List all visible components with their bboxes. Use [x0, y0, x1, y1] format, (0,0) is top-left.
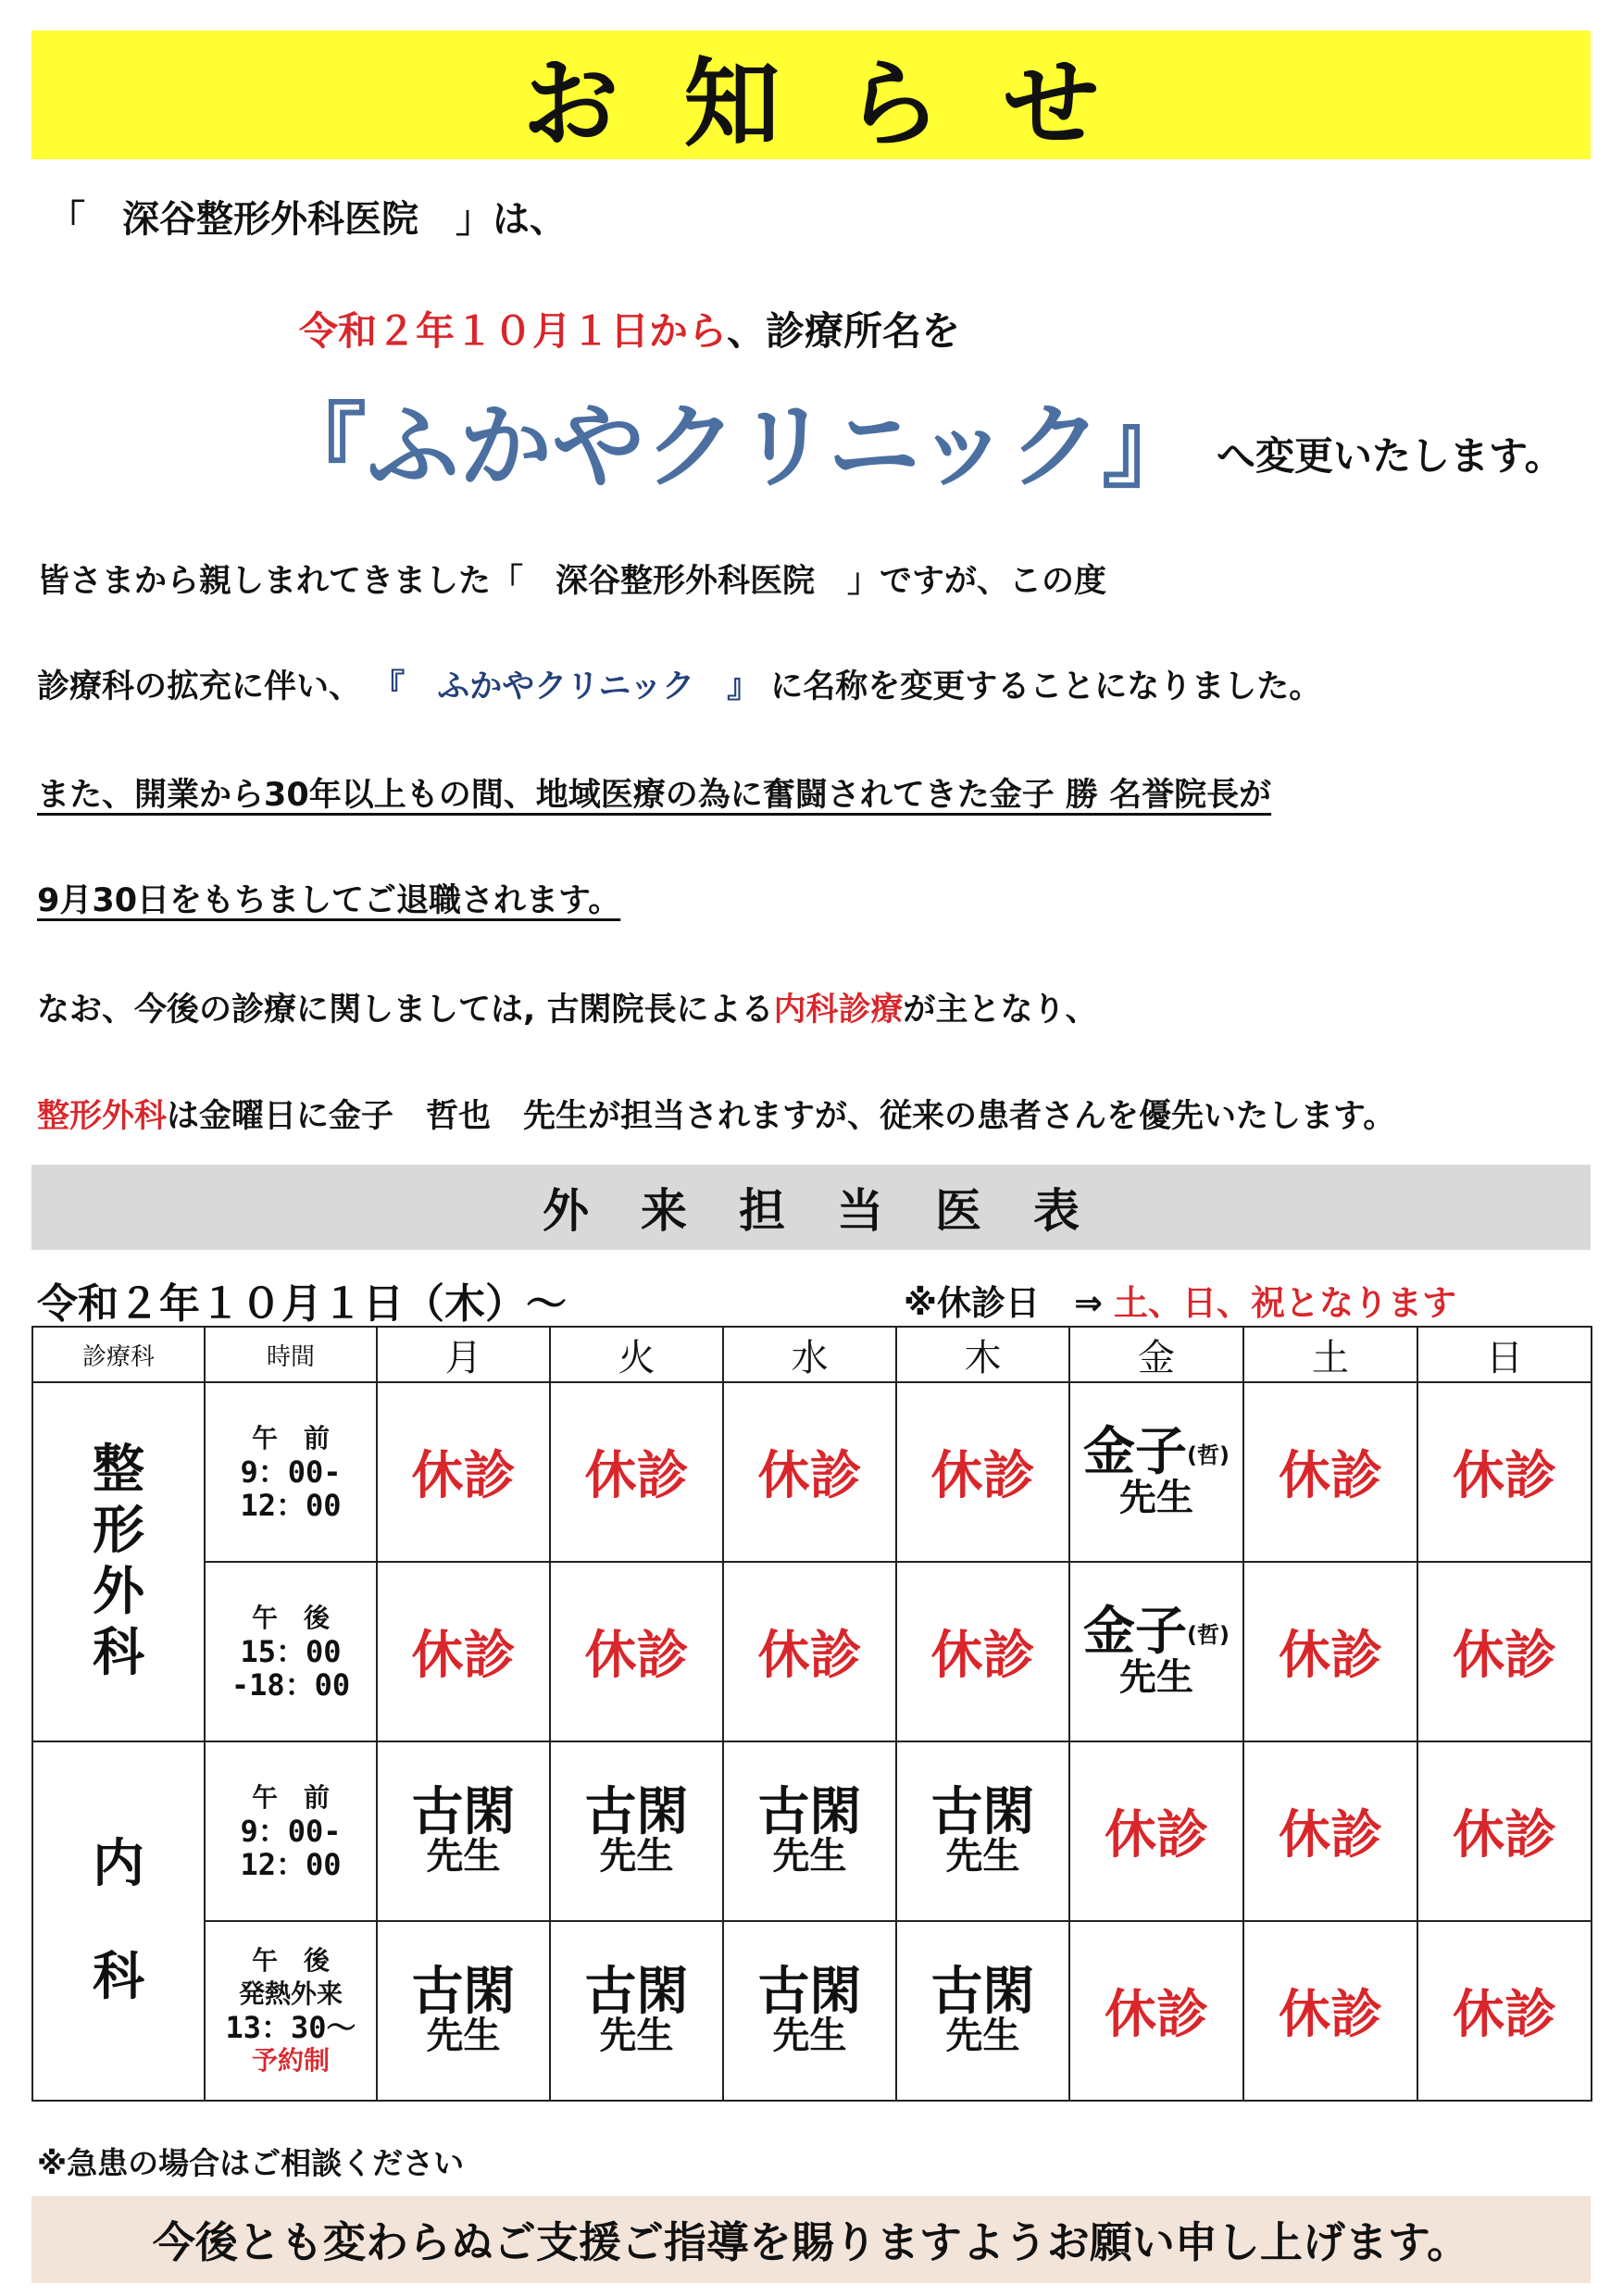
closed-text: 休診 — [411, 1446, 516, 1506]
doctor-title: 先生 — [599, 2015, 674, 2057]
table-header-row — [32, 1327, 1592, 1382]
schedule-start-date: 令和２年１０月１日（木）～ — [37, 1280, 567, 1328]
header-mon: 月 — [377, 1327, 550, 1382]
dept-orthopedics — [32, 1382, 205, 1741]
schedule-title: 外来担当医表 — [543, 1184, 1131, 1238]
change-date-rest: 、診療所名を — [727, 308, 961, 354]
doctor-title: 先生 — [945, 2015, 1020, 2057]
doctor-name: 金子 — [1083, 1601, 1188, 1662]
header-thu: 木 — [896, 1327, 1069, 1382]
doctor-title: 先生 — [772, 1835, 847, 1878]
doctor-tag: (哲) — [1187, 1621, 1230, 1648]
paragraph-2-name: 『 ふかやクリニック 』 — [372, 668, 760, 705]
emergency-note: ※急患の場合はご相談ください — [37, 2145, 465, 2181]
doctor-name: 古閑 — [757, 1782, 862, 1842]
cell-doctor-kaneko — [1069, 1382, 1243, 1562]
table-row — [32, 1741, 1592, 1921]
cell-closed — [723, 1562, 896, 1741]
header-tue: 火 — [550, 1327, 723, 1382]
doctor-name: 古閑 — [930, 1782, 1035, 1842]
closed-text: 休診 — [1279, 1985, 1382, 2045]
closed-days-label: ※休診日 ⇒ — [904, 1283, 1103, 1323]
table-row — [32, 1382, 1592, 1562]
time-pm-label: 午 後 — [251, 1945, 330, 1976]
new-clinic-name-line — [274, 372, 1564, 505]
notice-banner — [31, 31, 1591, 159]
dept-internal-label-1: 内 — [93, 1834, 144, 1894]
cell-closed — [1417, 1562, 1592, 1741]
footer-message: 今後とも変わらぬご支援ご指導を賜りますようお願い申し上げます。 — [152, 2217, 1470, 2267]
time-am-start: 9：00- — [240, 1454, 342, 1490]
time-pm-label: 午 後 — [251, 1603, 330, 1633]
doctor-title: 先生 — [772, 2015, 847, 2057]
doctor-title: 先生 — [599, 1835, 674, 1878]
closed-text: 休診 — [1105, 1805, 1208, 1866]
closed-text: 休診 — [1279, 1446, 1382, 1506]
time-am — [205, 1741, 377, 1921]
paragraph-1: 皆さまから親しまれてきました「 深谷整形外科医院 」ですが、この度 — [37, 563, 1107, 600]
paragraph-4: 9月30日をもちましてご退職されます。 — [37, 882, 621, 919]
cell-closed — [550, 1382, 723, 1562]
time-pm-start: 15：00 — [240, 1634, 342, 1669]
doctor-title: 先生 — [426, 1835, 501, 1878]
reservation-required: 予約制 — [251, 2045, 330, 2076]
change-date: 令和２年１０月１日から — [299, 308, 728, 354]
cell-doctor-koga — [550, 1741, 723, 1921]
paragraph-5-a: なお、今後の診療に関しましては, 古閑院長による — [37, 992, 774, 1029]
time-pm-end: -18：00 — [231, 1667, 351, 1703]
notice-title: お知らせ — [522, 46, 1165, 160]
time-pm-fever — [205, 1921, 377, 2101]
closed-text: 休診 — [757, 1626, 862, 1686]
cell-doctor-koga — [377, 1741, 550, 1921]
footer-banner — [31, 2196, 1591, 2283]
cell-closed — [896, 1562, 1069, 1741]
closed-text: 休診 — [757, 1446, 862, 1506]
doctor-name: 金子 — [1083, 1421, 1188, 1482]
cell-doctor-koga — [723, 1921, 896, 2101]
header-sat: 土 — [1243, 1327, 1417, 1382]
header-dept: 診療科 — [32, 1327, 205, 1382]
cell-closed — [1069, 1921, 1243, 2101]
cell-doctor-koga — [550, 1921, 723, 2101]
paragraph-2-b: に名称を変更することになりました。 — [770, 668, 1322, 705]
table-row — [32, 1921, 1592, 2101]
dept-internal-label-2: 科 — [93, 1947, 144, 2007]
cell-doctor-kaneko — [1069, 1562, 1243, 1741]
closed-text: 休診 — [930, 1626, 1035, 1686]
cell-closed — [1243, 1562, 1417, 1741]
cell-doctor-koga — [896, 1921, 1069, 2101]
doctor-title: 先生 — [1119, 1477, 1193, 1520]
closed-text: 休診 — [1105, 1985, 1208, 2045]
paragraph-3: また、開業から30年以上もの間、地域医療の為に奮闘されてきた金子 勝 名誉院長が — [37, 777, 1272, 814]
doctor-name: 古閑 — [584, 1962, 689, 2022]
paragraph-2 — [37, 661, 1321, 707]
time-am-end: 12：00 — [240, 1488, 342, 1523]
cell-closed — [1243, 1921, 1417, 2101]
cell-closed — [550, 1562, 723, 1741]
change-date-line — [299, 301, 960, 356]
doctor-name: 古閑 — [584, 1782, 689, 1842]
paragraph-5 — [37, 984, 1098, 1030]
cell-closed — [1243, 1382, 1417, 1562]
closed-text: 休診 — [1453, 1985, 1556, 2045]
time-am-end: 12：00 — [240, 1847, 342, 1882]
cell-doctor-koga — [896, 1741, 1069, 1921]
new-clinic-name: 『ふかやクリニック』 — [274, 393, 1194, 501]
cell-closed — [896, 1382, 1069, 1562]
orthopedics-text: 整形外科 — [37, 1098, 168, 1135]
paragraph-5-b: が主となり、 — [903, 992, 1098, 1029]
closed-days-note — [904, 1275, 1456, 1325]
header-wed: 水 — [723, 1327, 896, 1382]
internal-medicine-text: 内科診療 — [773, 992, 904, 1029]
doctor-name: 古閑 — [757, 1962, 862, 2022]
closed-text: 休診 — [1279, 1805, 1382, 1866]
cell-closed — [1243, 1741, 1417, 1921]
header-sun: 日 — [1417, 1327, 1592, 1382]
dept-orthopedics-label: 整形外科 — [93, 1440, 144, 1683]
doctor-name: 古閑 — [930, 1962, 1035, 2022]
closed-text: 休診 — [930, 1446, 1035, 1506]
schedule-table — [31, 1326, 1592, 2102]
closed-text: 休診 — [1453, 1446, 1556, 1506]
doctor-title: 先生 — [945, 1835, 1020, 1878]
time-am-start: 9：00- — [240, 1814, 342, 1849]
table-row — [32, 1562, 1592, 1741]
cell-closed — [723, 1382, 896, 1562]
closed-text: 休診 — [1453, 1626, 1556, 1686]
fever-clinic-time: 13：30～ — [225, 2010, 356, 2045]
doctor-name: 古閑 — [411, 1782, 516, 1842]
doctor-title: 先生 — [426, 2015, 501, 2057]
closed-text: 休診 — [584, 1446, 689, 1506]
old-clinic-line: 「 深谷整形外科医院 」は、 — [48, 198, 567, 241]
cell-doctor-koga — [377, 1921, 550, 2101]
closed-text: 休診 — [411, 1626, 516, 1686]
cell-closed — [1069, 1741, 1243, 1921]
paragraph-2-a: 診療科の拡充に伴い、 — [37, 668, 362, 705]
cell-closed — [1417, 1382, 1592, 1562]
closed-text: 休診 — [1279, 1626, 1382, 1686]
header-fri: 金 — [1069, 1327, 1243, 1382]
header-time: 時間 — [205, 1327, 377, 1382]
cell-closed — [1417, 1921, 1592, 2101]
paragraph-6-b: は金曜日に金子 哲也 先生が担当されますが、従来の患者さんを優先いたします。 — [167, 1098, 1396, 1135]
closed-text: 休診 — [584, 1626, 689, 1686]
doctor-name: 古閑 — [411, 1962, 516, 2022]
fever-clinic-label: 発熱外来 — [238, 1978, 343, 2009]
time-am — [205, 1382, 377, 1562]
closed-text: 休診 — [1453, 1805, 1556, 1866]
schedule-title-bar — [31, 1165, 1591, 1250]
cell-closed — [377, 1562, 550, 1741]
time-pm — [205, 1562, 377, 1741]
time-am-label: 午 前 — [251, 1423, 330, 1454]
doctor-tag: (哲) — [1187, 1441, 1230, 1468]
closed-days: 土、日、祝となります — [1113, 1283, 1456, 1323]
dept-internal — [32, 1741, 205, 2101]
paragraph-6 — [37, 1091, 1395, 1137]
cell-closed — [377, 1382, 550, 1562]
doctor-title: 先生 — [1119, 1656, 1193, 1700]
cell-doctor-koga — [723, 1741, 896, 1921]
cell-closed — [1417, 1741, 1592, 1921]
time-am-label: 午 前 — [251, 1782, 330, 1813]
new-name-tail: へ変更いたします。 — [1217, 433, 1564, 479]
